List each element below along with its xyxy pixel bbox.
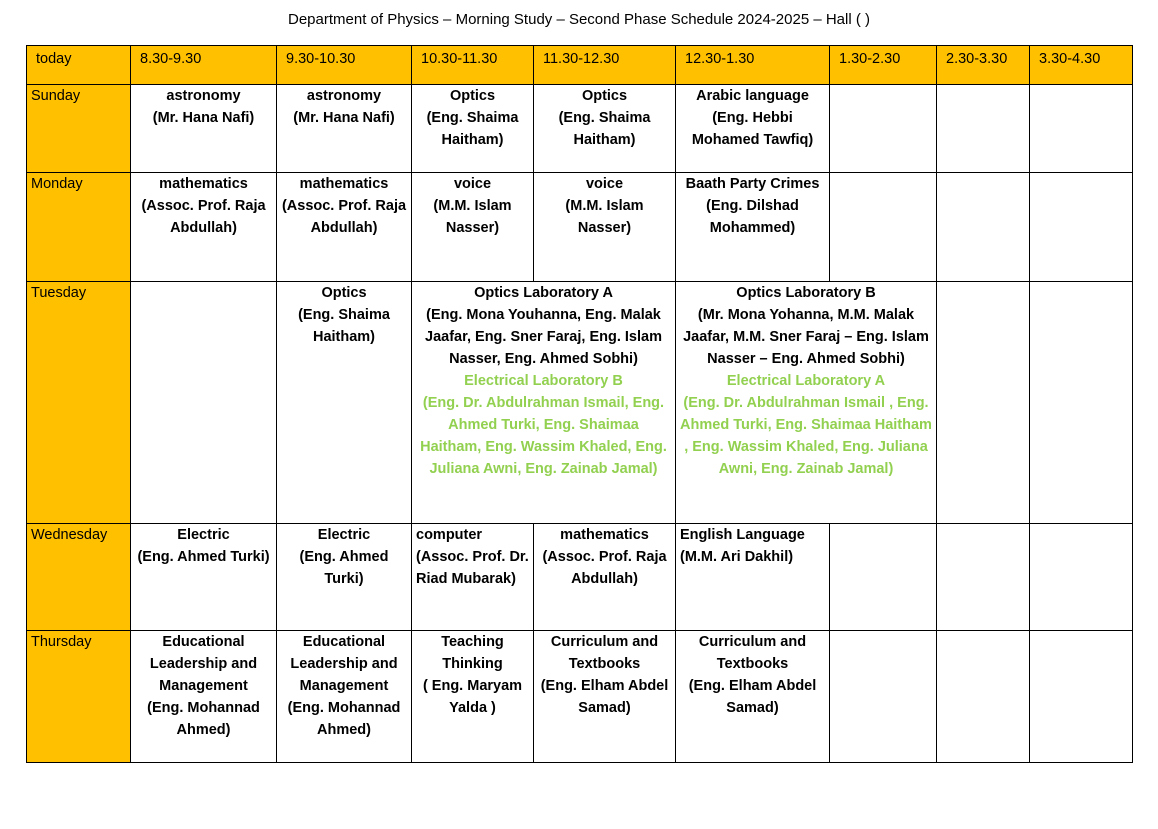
cell-monday-slot-8 [1030, 173, 1133, 282]
header-cell-slot-1: 8.30-9.30 [131, 46, 277, 85]
cell-thursday-slot-2: Educational Leadership and Management (Eng. Mohannad Ahmed) [277, 631, 412, 763]
cell-sunday-slot-2: astronomy (Mr. Hana Nafi) [277, 85, 412, 173]
cell-thursday-slot-4: Curriculum and Textbooks (Eng. Elham Abdel Samad) [534, 631, 676, 763]
cell-tuesday-slot-8 [1030, 282, 1133, 524]
cell-wednesday-slot-6 [830, 524, 937, 631]
header-row [27, 46, 1133, 85]
cell-thursday-slot-6 [830, 631, 937, 763]
cell-tuesday-slot-2: Optics (Eng. Shaima Haitham) [277, 282, 412, 524]
optics-lab-a-text: Optics Laboratory A (Eng. Mona Youhanna, Eng. Malak Jaafar, Eng. Sner Faraj, Eng. Islam Nasser, Eng. Ahmed Sobhi) [425, 285, 662, 367]
header-cell-slot-5: 12.30-1.30 [676, 46, 830, 85]
cell-thursday-slot-1: Educational Leadership and Management (Eng. Mohannad Ahmed) [131, 631, 277, 763]
row-wednesday [27, 524, 1133, 631]
cell-monday-slot-5: Baath Party Crimes (Eng. Dilshad Mohammed) [676, 173, 830, 282]
day-label-wednesday: Wednesday [27, 524, 131, 631]
cell-sunday-slot-1: astronomy (Mr. Hana Nafi) [131, 85, 277, 173]
cell-thursday-slot-8 [1030, 631, 1133, 763]
cell-tuesday-lab-a [412, 282, 676, 524]
header-cell-slot-2: 9.30-10.30 [277, 46, 412, 85]
header-cell-slot-3: 10.30-11.30 [412, 46, 534, 85]
electrical-lab-a-text: Electrical Laboratory A (Eng. Dr. Abdulrahman Ismail , Eng. Ahmed Turki, Eng. Shaimaa Haitham , Eng. Wassim Khaled, Eng. Juliana Awni, Eng. Zainab Jamal) [680, 373, 932, 477]
cell-thursday-slot-5: Curriculum and Textbooks (Eng. Elham Abdel Samad) [676, 631, 830, 763]
cell-thursday-slot-7 [937, 631, 1030, 763]
row-thursday [27, 631, 1133, 763]
header-cell-slot-4: 11.30-12.30 [534, 46, 676, 85]
row-sunday [27, 85, 1133, 173]
cell-wednesday-slot-7 [937, 524, 1030, 631]
electrical-lab-b-text: Electrical Laboratory B (Eng. Dr. Abdulrahman Ismail, Eng. Ahmed Turki, Eng. Shaimaa Haitham, Eng. Wassim Khaled, Eng. Juliana Awni, Eng. Zainab Jamal) [420, 373, 667, 477]
schedule-table [26, 45, 1133, 763]
cell-wednesday-slot-3: computer (Assoc. Prof. Dr. Riad Mubarak) [412, 524, 534, 631]
header-cell-slot-7: 2.30-3.30 [937, 46, 1030, 85]
row-tuesday [27, 282, 1133, 524]
cell-wednesday-slot-2: Electric (Eng. Ahmed Turki) [277, 524, 412, 631]
optics-lab-b-text: Optics Laboratory B (Mr. Mona Yohanna, M.M. Malak Jaafar, M.M. Sner Faraj – Eng. Islam Nasser – Eng. Ahmed Sobhi) [683, 285, 929, 367]
cell-thursday-slot-3: Teaching Thinking ( Eng. Maryam Yalda ) [412, 631, 534, 763]
cell-sunday-slot-4: Optics (Eng. Shaima Haitham) [534, 85, 676, 173]
day-label-thursday: Thursday [27, 631, 131, 763]
row-monday [27, 173, 1133, 282]
cell-tuesday-lab-b [676, 282, 937, 524]
header-cell-today: today [27, 46, 131, 85]
cell-wednesday-slot-1: Electric (Eng. Ahmed Turki) [131, 524, 277, 631]
cell-sunday-slot-8 [1030, 85, 1133, 173]
cell-sunday-slot-7 [937, 85, 1030, 173]
page-title: Department of Physics – Morning Study – Second Phase Schedule 2024-2025 – Hall ( ) [288, 11, 870, 28]
cell-monday-slot-6 [830, 173, 937, 282]
cell-tuesday-slot-7 [937, 282, 1030, 524]
cell-monday-slot-3: voice (M.M. Islam Nasser) [412, 173, 534, 282]
day-label-sunday: Sunday [27, 85, 131, 173]
cell-monday-slot-4: voice (M.M. Islam Nasser) [534, 173, 676, 282]
day-label-tuesday: Tuesday [27, 282, 131, 524]
cell-monday-slot-2: mathematics (Assoc. Prof. Raja Abdullah) [277, 173, 412, 282]
cell-sunday-slot-3: Optics (Eng. Shaima Haitham) [412, 85, 534, 173]
day-label-monday: Monday [27, 173, 131, 282]
cell-sunday-slot-6 [830, 85, 937, 173]
header-cell-slot-6: 1.30-2.30 [830, 46, 937, 85]
cell-monday-slot-7 [937, 173, 1030, 282]
cell-sunday-slot-5: Arabic language (Eng. Hebbi Mohamed Tawfiq) [676, 85, 830, 173]
header-cell-slot-8: 3.30-4.30 [1030, 46, 1133, 85]
cell-wednesday-slot-8 [1030, 524, 1133, 631]
cell-wednesday-slot-4: mathematics (Assoc. Prof. Raja Abdullah) [534, 524, 676, 631]
cell-wednesday-slot-5: English Language (M.M. Ari Dakhil) [676, 524, 830, 631]
cell-tuesday-slot-1 [131, 282, 277, 524]
cell-monday-slot-1: mathematics (Assoc. Prof. Raja Abdullah) [131, 173, 277, 282]
